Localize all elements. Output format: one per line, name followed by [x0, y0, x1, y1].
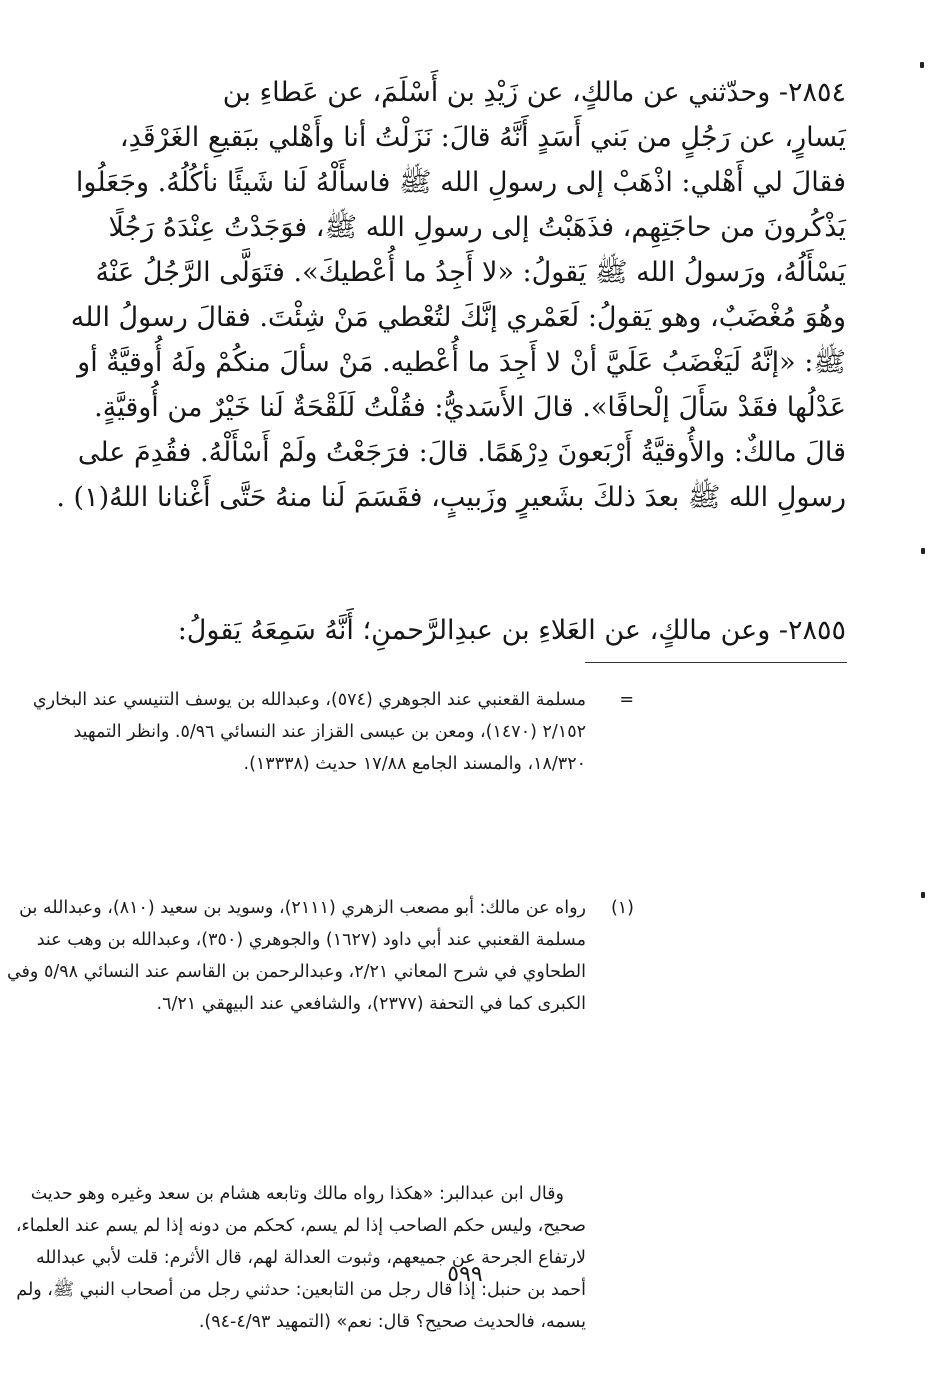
hadith-2854-line-3: فقالَ لي أَهْلي: اذْهَبْ إلى رسولِ الله ﷺ فاسأَلْهُ لَنا شَيئًا نأكُلُهُ. وجَعَلُوا	[75, 167, 846, 198]
hadith-2854-line-7: ﷺ: «إنَّهُ لَيَغْضَبُ عَلَيَّ أنْ لا أَجِدَ ما أُعْطيه. مَنْ سألَ منكُمْ ولَهُ أُوقيَّةٌ أو	[77, 347, 846, 378]
footnote-line: مسلمة القعنبي عند أبي داود (١٦٢٧) والجوهري (٣٥٠)، وعبدالله بن وهب عند	[36, 930, 586, 950]
footnote-line: لارتفاع الجرحة عن جميعهم، وثبوت العدالة لهم، قال الأثرم: قلت لأبي عبدالله	[35, 1248, 586, 1268]
footnote-line: ١٨/٣٢٠، والمسند الجامع ١٧/٨٨ حديث (١٣٣٣٨).	[243, 754, 586, 774]
footnote-line: رواه عن مالك: أبو مصعب الزهري (٢١١١)، وسويد بن سعيد (٨١٠)، وعبدالله بن	[19, 898, 586, 918]
page-number: ٥٩٩	[447, 1262, 483, 1287]
hadith-2854-line-8: عَدْلُها فقَدْ سَأَلَ إلْحافًا». قالَ الأَسَديُّ: فقُلْتُ لَلَقْحَةٌ لَنا خَيْرٌ من أُوقيَّةٍ.	[94, 392, 846, 423]
footnote-continuation-marker: =	[619, 690, 634, 710]
footnote-line: وقال ابن عبدالبر: «هكذا رواه مالك وتابعه هشام بن سعد وغيره وهو حديث	[30, 1184, 564, 1204]
footnote-line: مسلمة القعنبي عند الجوهري (٥٧٤)، وعبدالله بن يوسف التنيسي عند البخاري	[32, 690, 586, 710]
hadith-2854-line-5: يَسْأَلُهُ، ورَسولُ الله ﷺ يَقولُ: «لا أَجِدُ ما أُعْطيكَ». فتَوَلَّى الرَّجُلُ عَنْهُ	[95, 257, 846, 288]
footnote-line: صحيح، وليس حكم الصاحب إذا لم يسم، كحكم من دونه إذا لم يسم عند العلماء،	[15, 1216, 586, 1236]
hadith-2854-line-6: وهُوَ مُغْضَبٌ، وهو يَقولُ: لَعَمْري إنَّكَ لتُعْطي مَنْ شِئْتَ. فقالَ رسولُ الله	[70, 302, 846, 333]
hadith-2855	[128, 608, 846, 653]
hadith-2854-line-2: يَسارٍ، عن رَجُلٍ من بَني أَسَدٍ أَنَّهُ قالَ: نَزَلْتُ أنا وأَهْلي ببَقيعِ الغَرْقَدِ،	[119, 122, 846, 153]
hadith-2854-line-9: قالَ مالكٌ: والأُوقيَّةُ أَرْبَعونَ دِرْهَمًا. قالَ: فرَجَعْتُ ولَمْ أَسْأَلْهُ. فقُدِمَ على	[77, 437, 846, 468]
hadith-2855-line-1: ٢٨٥٥- وعن مالكٍ، عن العَلاءِ بن عبدِالرَّحمنِ؛ أَنَّهُ سَمِعَهُ يَقولُ:	[177, 615, 846, 646]
hadith-2854-line-4: يَذْكُرونَ من حاجَتِهِم، فذَهَبْتُ إلى رسولِ الله ﷺ، فوَجَدْتُ عِنْدَهُ رَجُلًا	[108, 212, 846, 243]
scan-speck	[920, 62, 924, 68]
footnote-line: يسمه، فالحديث صحيح؟ قال: نعم» (التمهيد ٤/٩٣-٩٤).	[198, 1312, 586, 1332]
footnote-line: ٢/١٥٢ (١٤٧٠)، ومعن بن عيسى القزاز عند النسائي ٥/٩٦. وانظر التمهيد	[73, 722, 586, 742]
footnote-line: أحمد بن حنبل: إذا قال رجل من التابعين: حدثني رجل من أصحاب النبي ﷺ، ولم	[16, 1280, 586, 1300]
footnote-line: الكبرى كما في التحفة (٢٣٧٧)، والشافعي عند البيهقي ٦/٢١.	[156, 994, 586, 1014]
hadith-2854-line-1: ٢٨٥٤- وحدّثني عن مالكٍ، عن زَيْدِ بن أَسْلَمَ، عن عَطاءِ بن	[222, 77, 846, 108]
scan-speck	[921, 892, 925, 898]
footnote-1-marker: (١)	[610, 898, 634, 918]
scan-speck	[921, 548, 925, 554]
footnote-divider	[585, 662, 847, 663]
footnote-continuation	[0, 684, 634, 780]
hadith-2854	[56, 70, 846, 520]
footnote-1-paragraph-2	[0, 1178, 634, 1338]
footnote-line: الطحاوي في شرح المعاني ٢/٢١، وعبدالرحمن بن القاسم عند النسائي ٥/٩٨ وفي	[6, 962, 586, 982]
footnote-1	[0, 892, 634, 1020]
hadith-2854-line-10: رسولِ الله ﷺ بعدَ ذلكَ بشَعيرٍ وزَبيبٍ، فقَسَمَ لَنا منهُ حَتَّى أَغْنانا اللهُ(١) .	[56, 482, 846, 513]
